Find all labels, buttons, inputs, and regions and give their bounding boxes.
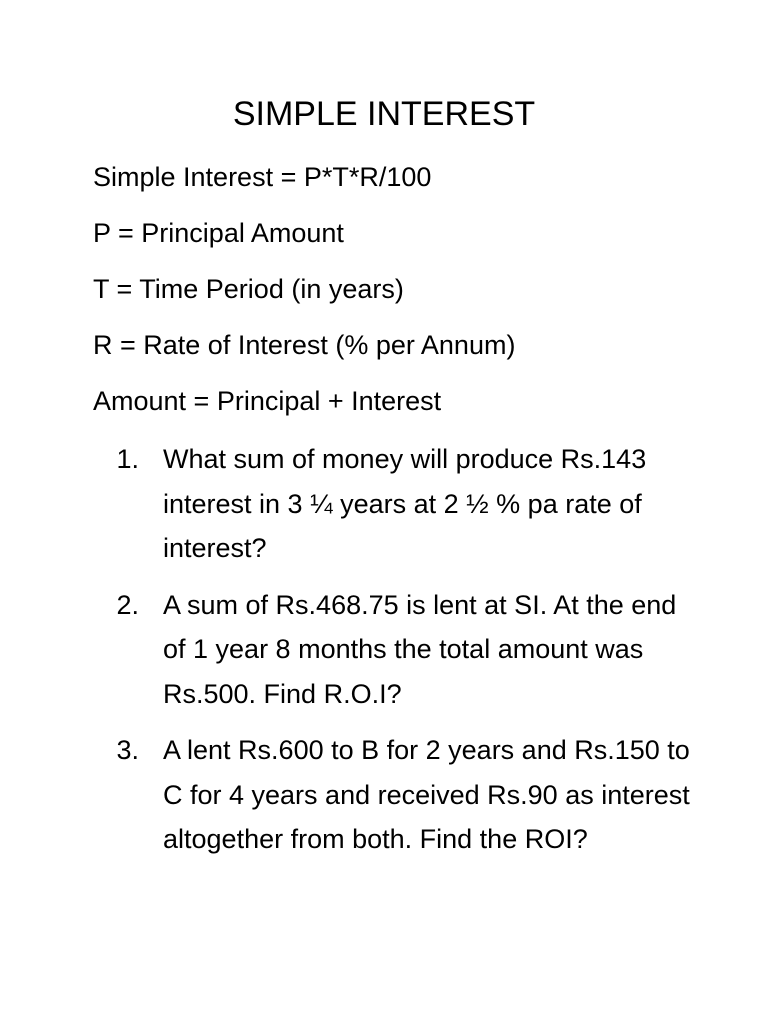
question-text: What sum of money will produce Rs.143 interest in 3 ¼ years at 2 ½ % pa rate of interest? (163, 444, 647, 563)
question-item (93, 728, 693, 862)
question-text: A sum of Rs.468.75 is lent at SI. At the end of 1 year 8 months the total amount was Rs.500. Find R.O.I? (163, 589, 677, 709)
question-text: A lent Rs.600 to B for 2 years and Rs.150 to C for 4 years and received Rs.90 as interest altogether from both. Find the ROI? (163, 735, 690, 854)
formula-definitions (93, 155, 713, 435)
definition-time: T = Time Period (in years) (93, 274, 404, 304)
question-item (93, 437, 693, 571)
question-number: 2. (116, 589, 139, 620)
page-title: SIMPLE INTEREST (232, 95, 536, 133)
formula-amount: Amount = Principal + Interest (93, 386, 442, 416)
definition-rate: R = Rate of Interest (% per Annum) (93, 330, 516, 360)
definition-principal: P = Principal Amount (93, 218, 344, 248)
question-list (93, 437, 693, 874)
formula-simple-interest: Simple Interest = P*T*R/100 (93, 162, 432, 192)
question-number: 1. (116, 444, 139, 474)
question-item (93, 583, 693, 717)
question-number: 3. (116, 735, 139, 765)
